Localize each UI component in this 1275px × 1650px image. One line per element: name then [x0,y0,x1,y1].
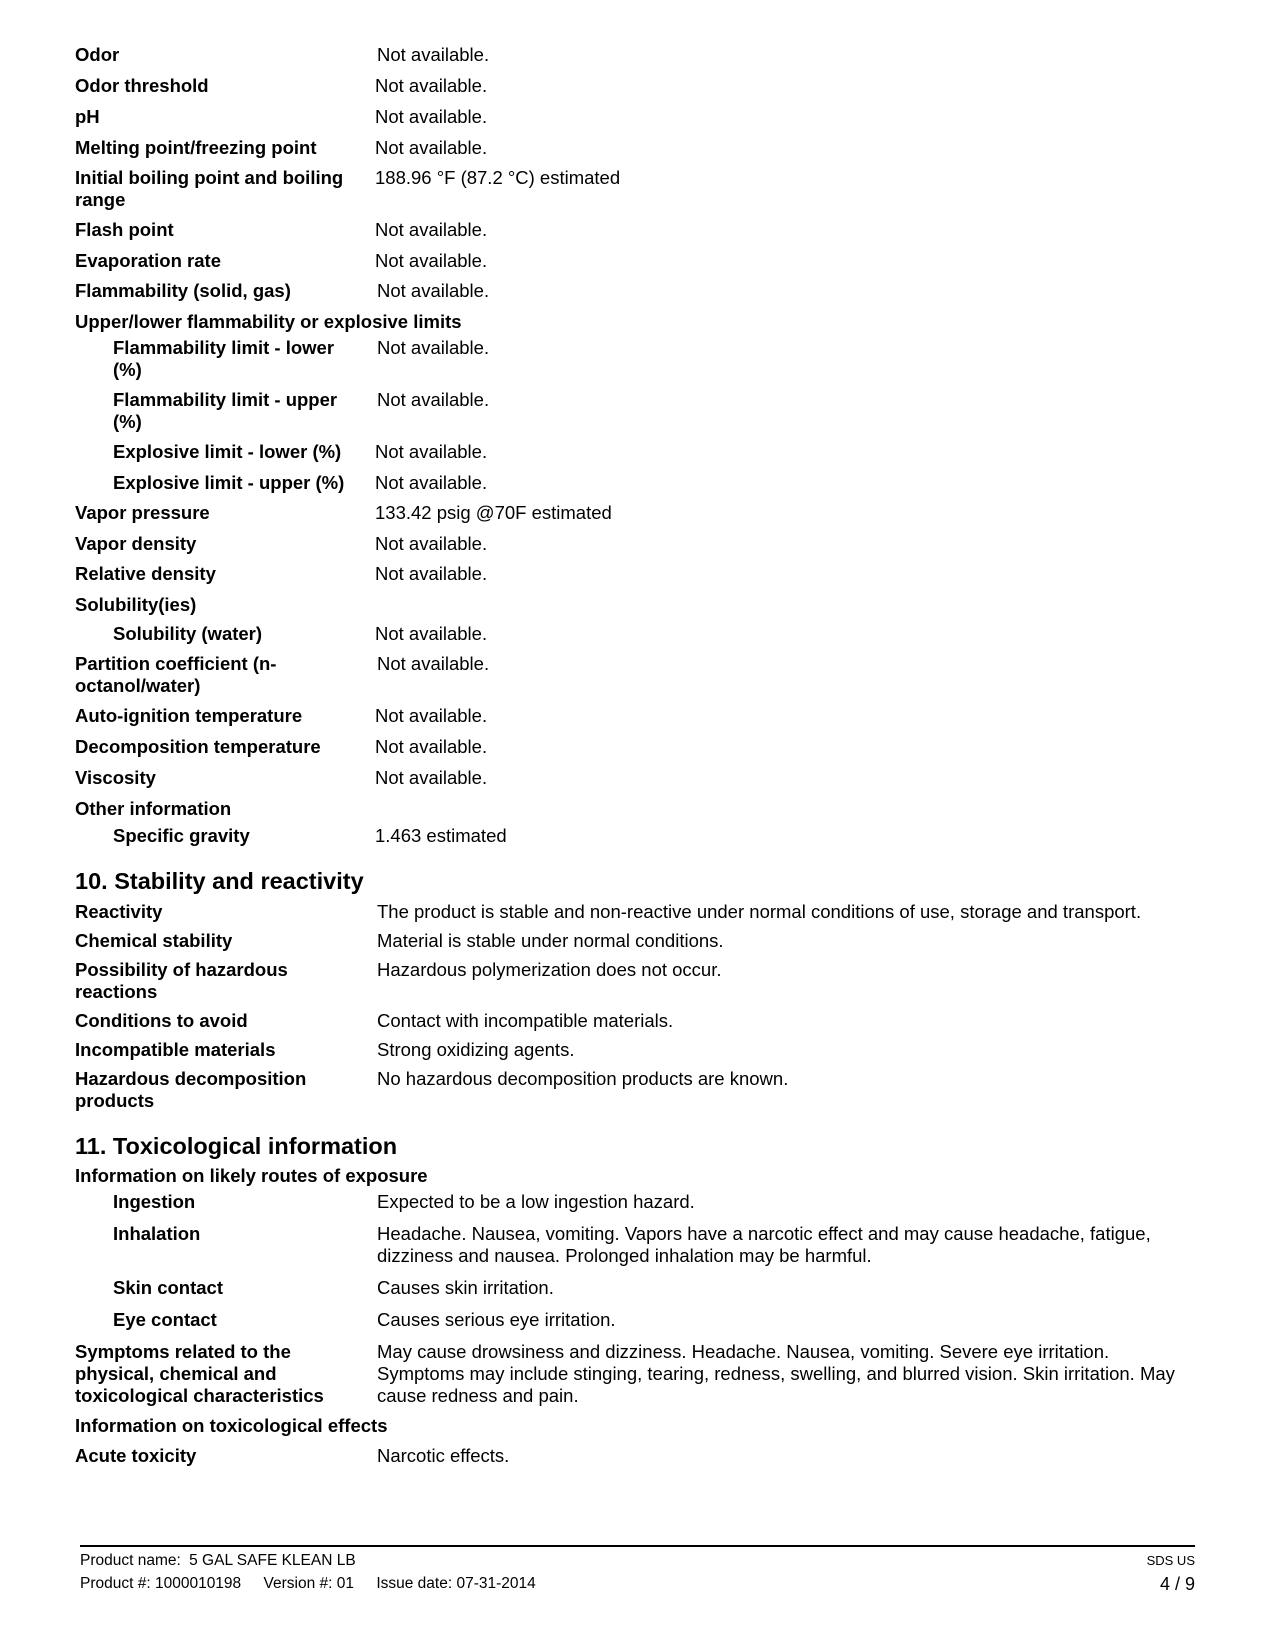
issue-date: 07-31-2014 [456,1575,536,1592]
version-number: 01 [336,1575,354,1592]
property-label: Initial boiling point and boiling range [75,167,344,210]
property-row [75,653,1195,697]
property-label: Hazardous decomposition products [75,1068,307,1111]
property-label: Decomposition temperature [75,736,321,757]
issue-date-label: Issue date: [376,1575,453,1592]
property-label: Possibility of hazardous reactions [75,959,288,1002]
section-title: 10. Stability and reactivity [75,868,364,894]
property-value: No hazardous decomposition products are known. [377,1068,789,1089]
property-row [75,219,1195,241]
limits-heading: Upper/lower flammability or explosive limits [75,311,462,332]
property-value: Not available. [377,653,490,674]
property-label: Eye contact [113,1309,217,1330]
footer-line-2 [80,1574,1195,1594]
property-value: Narcotic effects. [377,1445,510,1466]
property-label: Incompatible materials [75,1039,276,1060]
solubility-heading: Solubility(ies) [75,594,197,615]
property-row [75,1010,1195,1032]
property-value: Hazardous polymerization does not occur. [377,959,722,980]
property-row [75,167,1195,211]
section-title: 11. Toxicological information [75,1133,398,1159]
property-row [75,705,1195,727]
property-label: Relative density [75,563,216,584]
property-value: Not available. [375,250,488,271]
property-label: Auto-ignition temperature [75,705,303,726]
property-row [75,472,1195,494]
property-value: Not available. [375,533,488,554]
property-row [75,767,1195,789]
group-heading [75,798,1195,820]
property-label: Flammability limit - lower (%) [113,337,335,380]
property-label: Flammability limit - upper (%) [113,389,338,432]
section-9-properties [75,44,1195,847]
property-label: pH [75,106,100,127]
property-label: Chemical stability [75,930,233,951]
property-label: Vapor pressure [75,502,210,523]
group-heading [75,594,1195,616]
property-value: Not available. [375,472,488,493]
property-value: Headache. Nausea, vomiting. Vapors have a narcotic effect and may cause headache, fatigue, dizziness and nausea. Prolonged inhalation may be harmful. [377,1223,1151,1266]
property-label: Odor threshold [75,75,209,96]
property-row [75,75,1195,97]
property-value: Not available. [377,337,490,358]
property-row [75,1341,1195,1407]
property-row [75,1277,1195,1299]
property-value: Not available. [375,441,488,462]
effects-heading: Information on toxicological effects [75,1415,388,1436]
property-label: Acute toxicity [75,1445,197,1466]
property-value: Causes skin irritation. [377,1277,554,1298]
property-label: Symptoms related to the physical, chemical and toxicological characteristics [75,1341,324,1406]
property-row [75,44,1195,66]
property-label: Explosive limit - lower (%) [113,441,342,462]
property-label: Conditions to avoid [75,1010,248,1031]
property-value: Causes serious eye irritation. [377,1309,616,1330]
product-name: 5 GAL SAFE KLEAN LB [189,1552,356,1569]
property-row [75,623,1195,645]
property-value: Contact with incompatible materials. [377,1010,674,1031]
property-value: Not available. [375,736,488,757]
page-footer [80,1545,1195,1594]
property-label: Specific gravity [113,825,250,846]
property-value: The product is stable and non-reactive under normal conditions of use, storage and transport. [377,901,1142,922]
property-row [75,825,1195,847]
property-row [75,1445,1195,1467]
sds-page [75,44,1195,1467]
property-label: Melting point/freezing point [75,137,317,158]
property-value: Not available. [375,563,488,584]
property-value: Material is stable under normal conditions. [377,930,724,951]
property-label: Skin contact [113,1277,223,1298]
routes-heading: Information on likely routes of exposure [75,1165,428,1186]
property-value: Not available. [375,767,488,788]
property-row [75,502,1195,524]
page-number: 4 / 9 [1159,1574,1195,1594]
property-label: Explosive limit - upper (%) [113,472,345,493]
property-label: Odor [75,44,120,65]
version-label: Version #: [263,1575,333,1592]
property-row [75,1068,1195,1112]
property-row [75,337,1195,381]
property-row [75,1191,1195,1213]
property-value: Not available. [375,137,488,158]
property-row [75,736,1195,758]
group-heading [75,311,1195,333]
property-value: 188.96 °F (87.2 °C) estimated [375,167,621,188]
property-row [75,1309,1195,1331]
property-label: Flammability (solid, gas) [75,280,291,301]
property-value: Not available. [375,219,488,240]
property-row [75,106,1195,128]
property-label: Reactivity [75,901,163,922]
property-value: Not available. [377,44,490,65]
property-value: Expected to be a low ingestion hazard. [377,1191,695,1212]
property-value: 1.463 estimated [375,825,507,846]
property-label: Inhalation [113,1223,201,1244]
property-row [75,533,1195,555]
property-value: Not available. [377,280,490,301]
property-value: Not available. [377,389,490,410]
group-heading [75,1415,1195,1437]
property-label: Partition coefficient (n-octanol/water) [75,653,277,696]
product-number-label: Product #: [80,1575,151,1592]
property-label: Solubility (water) [113,623,263,644]
property-row [75,137,1195,159]
footer-line-1 [80,1551,1195,1571]
property-row [75,1039,1195,1061]
section-10 [75,867,1195,1112]
property-value: Not available. [375,106,488,127]
property-value: Not available. [375,75,488,96]
property-label: Vapor density [75,533,197,554]
other-info-heading: Other information [75,798,232,819]
property-row [75,959,1195,1003]
property-value: Not available. [375,705,488,726]
footer-divider [80,1545,1195,1547]
property-value: Not available. [375,623,488,644]
product-name-label: Product name: [80,1552,181,1569]
property-row [75,250,1195,272]
property-label: Flash point [75,219,174,240]
product-number: 1000010198 [154,1575,242,1592]
property-label: Evaporation rate [75,250,221,271]
property-row [75,389,1195,433]
property-row [75,1223,1195,1267]
property-row [75,441,1195,463]
document-type: SDS US [1146,1553,1195,1568]
section-11 [75,1132,1195,1467]
property-label: Viscosity [75,767,156,788]
property-row [75,901,1195,923]
property-row [75,930,1195,952]
property-value: 133.42 psig @70F estimated [375,502,612,523]
property-row [75,280,1195,302]
group-heading [75,1165,1195,1187]
property-label: Ingestion [113,1191,196,1212]
property-row [75,563,1195,585]
property-value: Strong oxidizing agents. [377,1039,575,1060]
property-value: May cause drowsiness and dizziness. Headache. Nausea, vomiting. Severe eye irritation. Symptoms may include stinging, tearing, redness, swelling, and blurred vision. Skin irritation. May cause redness and pain. [377,1341,1175,1406]
